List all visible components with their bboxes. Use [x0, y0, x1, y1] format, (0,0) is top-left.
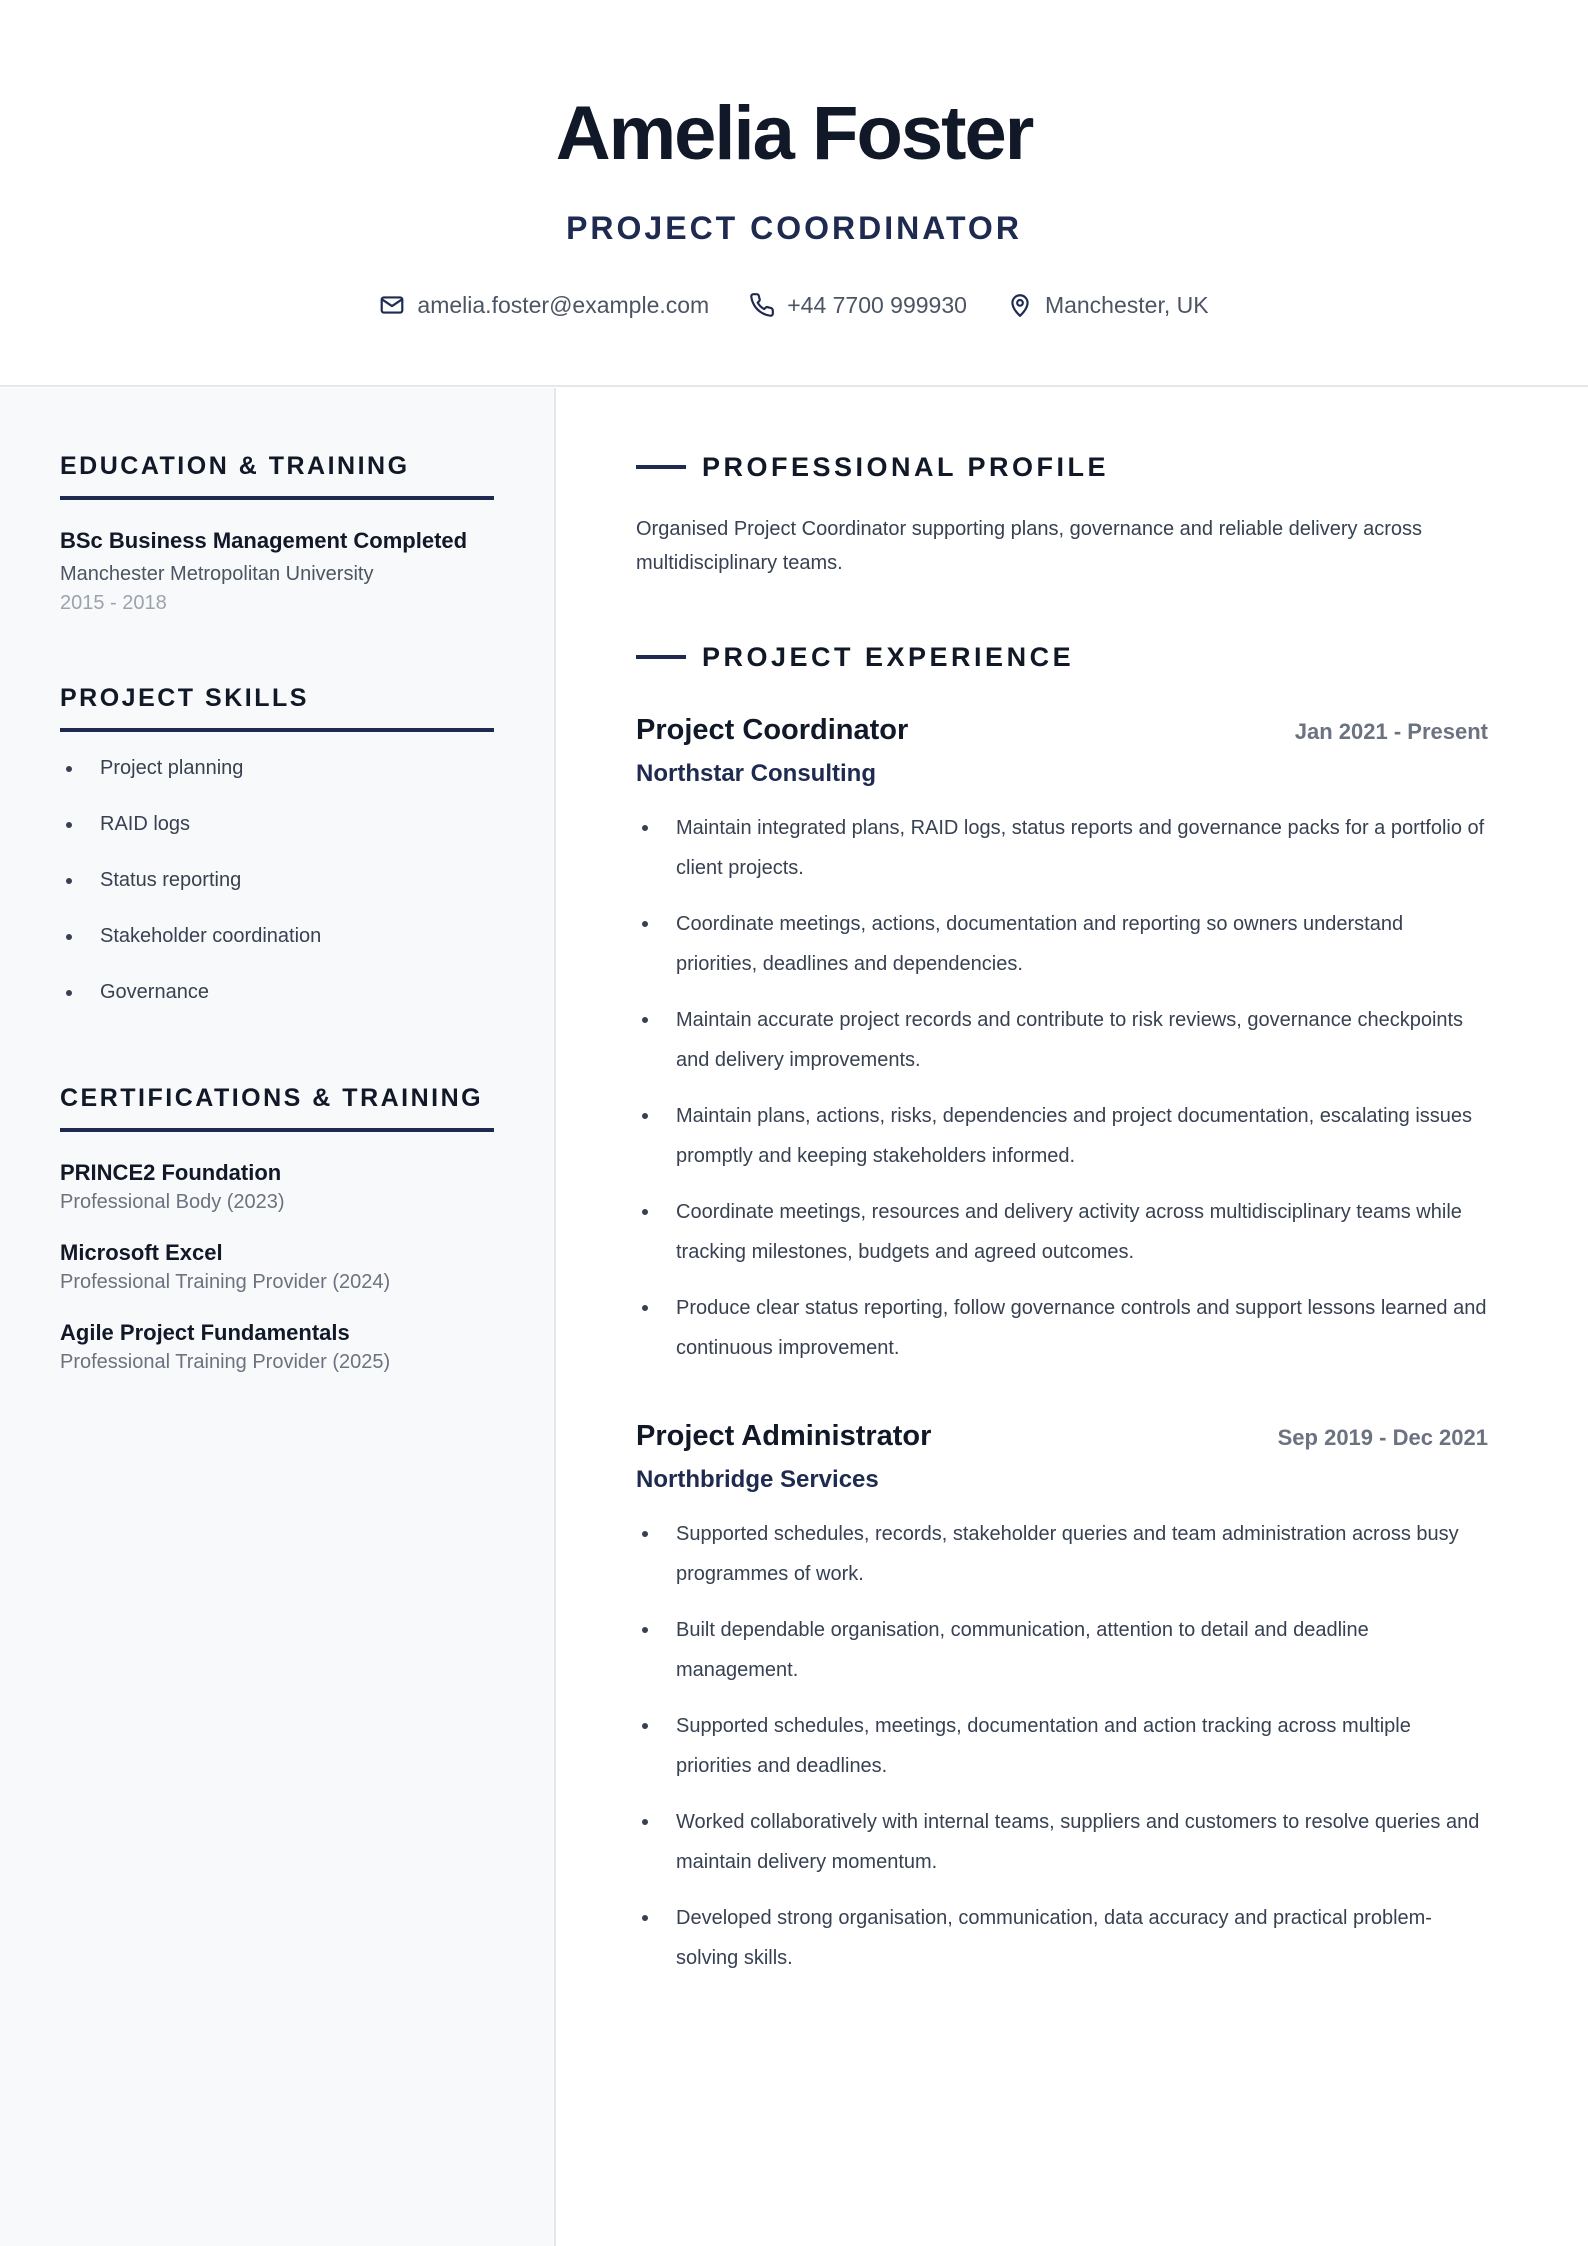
job-bullet: Worked collaboratively with internal teams, suppliers and customers to resolve queries and maintain delivery momentum.	[636, 1802, 1488, 1882]
certification-issuer: Professional Training Provider (2025)	[60, 1351, 391, 1373]
education-school: Manchester Metropolitan University	[60, 563, 374, 585]
job-bullet: Produce clear status reporting, follow governance controls and support lessons learned and continuous improvement.	[636, 1288, 1488, 1368]
experience-section	[636, 640, 1488, 674]
profile-summary: Organised Project Coordinator supporting plans, governance and reliable delivery across multidisciplinary teams.	[636, 518, 1422, 574]
certification-name: PRINCE2 Foundation	[60, 1160, 282, 1185]
experience-entry	[636, 1418, 1488, 1994]
contact-email[interactable]	[379, 290, 709, 320]
heading-rule	[636, 655, 686, 659]
job-bullet: Supported schedules, records, stakeholder queries and team administration across busy programmes of work.	[636, 1514, 1488, 1594]
skills-section	[60, 682, 494, 1034]
contact-bar	[0, 290, 1588, 320]
mail-icon	[379, 292, 405, 318]
phone-icon	[749, 292, 775, 318]
skills-heading: PROJECT SKILLS	[60, 682, 494, 732]
job-bullet: Maintain plans, actions, risks, dependencies and project documentation, escalating issues promptly and keeping stakeholders informed.	[636, 1096, 1488, 1176]
resume-header	[0, 0, 1588, 387]
skills-list	[60, 754, 494, 1034]
skill-item: Stakeholder coordination	[60, 922, 494, 978]
job-title: Project Administrator	[636, 1420, 932, 1452]
map-pin-icon	[1007, 292, 1033, 318]
certification-issuer: Professional Body (2023)	[60, 1191, 285, 1213]
certification-issuer: Professional Training Provider (2024)	[60, 1271, 391, 1293]
contact-phone[interactable]	[749, 290, 967, 320]
job-bullet: Coordinate meetings, actions, documentation and reporting so owners understand priorities, deadlines and dependencies.	[636, 904, 1488, 984]
job-bullet: Supported schedules, meetings, documentation and action tracking across multiple priorities and deadlines.	[636, 1706, 1488, 1786]
experience-heading	[636, 640, 1488, 674]
sidebar	[0, 388, 556, 2246]
skill-item: Project planning	[60, 754, 494, 810]
skill-item: Status reporting	[60, 866, 494, 922]
job-dates: Sep 2019 - Dec 2021	[1277, 1425, 1488, 1450]
job-title-headline: PROJECT COORDINATOR	[566, 210, 1022, 246]
job-header	[636, 1418, 1488, 1454]
certification-name: Microsoft Excel	[60, 1240, 223, 1265]
certifications-section	[60, 1082, 494, 1376]
education-years: 2015 - 2018	[60, 592, 167, 614]
job-company: Northstar Consulting	[636, 760, 876, 787]
skill-item: Governance	[60, 978, 494, 1034]
certification-item	[60, 1158, 494, 1216]
job-bullet: Developed strong organisation, communication, data accuracy and practical problem-solving skills.	[636, 1898, 1488, 1978]
location-text: Manchester, UK	[1044, 292, 1209, 318]
job-bullet: Maintain accurate project records and contribute to risk reviews, governance checkpoints and delivery improvements.	[636, 1000, 1488, 1080]
contact-location	[1007, 290, 1209, 320]
job-bullets	[636, 808, 1488, 1368]
experience-heading-text: PROJECT EXPERIENCE	[702, 642, 1075, 672]
skill-item: RAID logs	[60, 810, 494, 866]
profile-heading-text: PROFESSIONAL PROFILE	[702, 452, 1110, 482]
profile-heading	[636, 450, 1488, 484]
job-company: Northbridge Services	[636, 1466, 879, 1493]
certification-item	[60, 1318, 494, 1376]
job-dates: Jan 2021 - Present	[1294, 719, 1488, 744]
certification-item	[60, 1238, 494, 1296]
education-section	[60, 450, 494, 616]
job-bullet: Coordinate meetings, resources and delivery activity across multidisciplinary teams while tracking milestones, budgets and agreed outcomes.	[636, 1192, 1488, 1272]
candidate-name: Amelia Foster	[555, 91, 1033, 176]
certification-name: Agile Project Fundamentals	[60, 1320, 350, 1345]
profile-section	[636, 450, 1488, 580]
job-bullet: Maintain integrated plans, RAID logs, status reports and governance packs for a portfolio of client projects.	[636, 808, 1488, 888]
job-bullet: Built dependable organisation, communication, attention to detail and deadline management.	[636, 1610, 1488, 1690]
job-title: Project Coordinator	[636, 714, 909, 746]
certifications-heading: CERTIFICATIONS & TRAINING	[60, 1082, 494, 1132]
phone-text: +44 7700 999930	[787, 292, 967, 318]
experience-entry	[636, 712, 1488, 1384]
education-heading: EDUCATION & TRAINING	[60, 450, 494, 500]
education-degree: BSc Business Management Completed	[60, 528, 468, 553]
job-bullets	[636, 1514, 1488, 1978]
heading-rule	[636, 465, 686, 469]
email-text: amelia.foster@example.com	[417, 292, 710, 318]
job-header	[636, 712, 1488, 748]
